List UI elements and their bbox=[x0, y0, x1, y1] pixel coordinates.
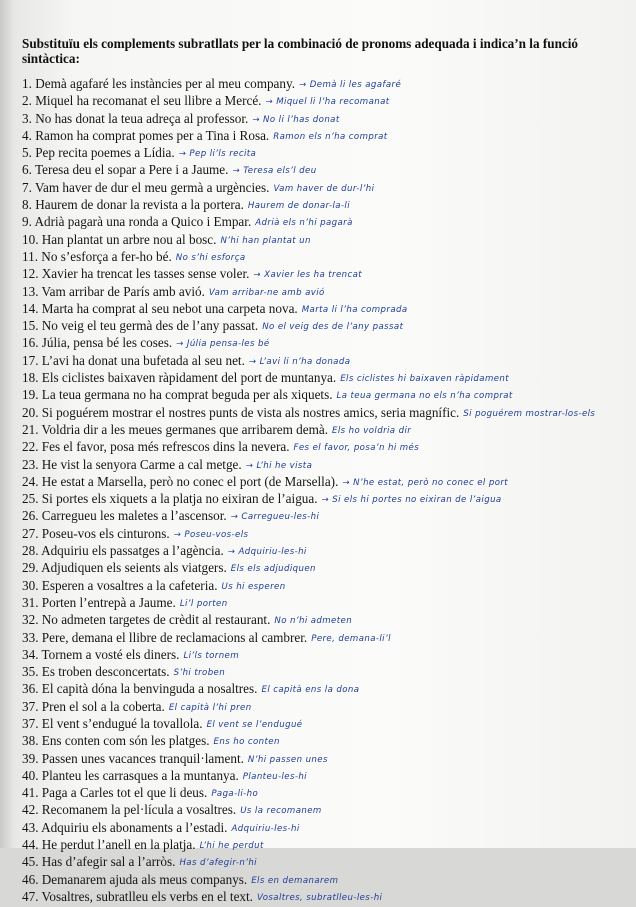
item-sentence: Esperen a vosaltres a la cafeteria. bbox=[41, 577, 218, 593]
item-sentence: Adquiriu els abonaments a l’estadi. bbox=[41, 819, 228, 835]
exercise-item bbox=[22, 369, 634, 386]
exercise-item bbox=[22, 265, 634, 282]
handwritten-answer: → Pep li’ls recita bbox=[178, 149, 257, 160]
handwritten-answer: Adquiriu-les-hi bbox=[231, 823, 300, 834]
exercise-item bbox=[22, 179, 634, 196]
exercise-item bbox=[22, 144, 634, 161]
item-sentence: Pep recita poemes a Lídia. bbox=[35, 145, 175, 161]
item-sentence: Si portes els xiquets a la platja no eixiran de l’aigua. bbox=[41, 491, 318, 507]
item-sentence: Ramon ha comprat pomes per a Tina i Rosa. bbox=[35, 127, 270, 143]
handwritten-answer: S’hi troben bbox=[173, 668, 226, 679]
handwritten-answer: → Teresa els’l deu bbox=[232, 166, 317, 177]
handwritten-answer: Els els adjudiquen bbox=[230, 564, 316, 575]
item-number: 34. bbox=[22, 646, 39, 662]
page-shadow bbox=[0, 0, 14, 848]
exercise-item bbox=[22, 248, 634, 265]
exercise-list bbox=[22, 75, 634, 905]
item-sentence: No veig el teu germà des de l’any passat. bbox=[41, 318, 259, 334]
item-number: 31. bbox=[22, 594, 39, 610]
handwritten-answer: Planteu-les-hi bbox=[242, 771, 307, 782]
handwritten-answer: Vosaltres, subratlleu-les-hi bbox=[256, 892, 383, 903]
handwritten-answer: → L’avi li n’ha donada bbox=[248, 356, 351, 367]
exercise-item bbox=[22, 283, 634, 300]
item-number: 15. bbox=[22, 318, 39, 334]
item-sentence: Tornem a vosté els diners. bbox=[41, 646, 180, 662]
item-sentence: La teua germana no ha comprat beguda per als xiquets. bbox=[41, 387, 333, 403]
exercise-item bbox=[22, 490, 634, 507]
item-number: 45. bbox=[22, 854, 39, 870]
item-number: 13. bbox=[22, 283, 39, 299]
item-sentence: Xavier ha trencat les tasses sense voler. bbox=[41, 266, 250, 282]
item-sentence: Pren el sol a la coberta. bbox=[41, 698, 165, 714]
exercise-item bbox=[22, 542, 634, 559]
item-number: 35. bbox=[22, 664, 39, 680]
exercise-item bbox=[22, 836, 634, 853]
item-sentence: Demanarem ajuda als meus companys. bbox=[41, 871, 248, 887]
handwritten-answer: N’hi han plantat un bbox=[220, 235, 311, 246]
handwritten-answer: La teua germana no els n’ha comprat bbox=[336, 391, 513, 402]
item-number: 7. bbox=[22, 179, 32, 195]
exercise-item bbox=[22, 801, 634, 818]
item-number: 5. bbox=[22, 145, 32, 161]
item-sentence: Vam arribar de París amb avió. bbox=[41, 283, 205, 299]
exercise-item bbox=[22, 421, 634, 438]
exercise-item bbox=[22, 334, 634, 351]
exercise-item bbox=[22, 663, 634, 680]
handwritten-answer: El capità l’hi pren bbox=[168, 702, 252, 713]
handwritten-answer: → L’hi he vista bbox=[245, 460, 313, 471]
item-number: 3. bbox=[22, 110, 32, 126]
exercise-item bbox=[22, 213, 634, 230]
exercise-instructions: Substituïu els complements subratllats per la combinació de pronoms adequada i indica’n la funció sintàctica: bbox=[22, 36, 579, 66]
item-number: 37. bbox=[22, 698, 39, 714]
item-sentence: Demà agafaré les instàncies per al meu company. bbox=[35, 76, 296, 91]
handwritten-answer: → Poseu-vos-els bbox=[173, 529, 249, 540]
handwritten-answer: → Si els hi portes no eixiran de l’aigua bbox=[321, 495, 502, 506]
item-number: 33. bbox=[22, 629, 39, 645]
item-number: 25. bbox=[22, 491, 39, 507]
exercise-item bbox=[22, 611, 634, 628]
item-number: 11. bbox=[22, 248, 38, 264]
item-number: 41. bbox=[22, 785, 39, 801]
exercise-item bbox=[22, 127, 634, 144]
exercise-item bbox=[22, 300, 634, 317]
handwritten-answer: L’hi he perdut bbox=[199, 841, 264, 852]
handwritten-answer: → Júlia pensa-les bé bbox=[176, 339, 270, 350]
exercise-item bbox=[22, 750, 634, 767]
item-number: 12. bbox=[22, 266, 39, 282]
item-sentence: Pere, demana el llibre de reclamacions al cambrer. bbox=[41, 629, 308, 645]
item-number: 44. bbox=[22, 837, 39, 853]
handwritten-answer: Els ciclistes hi baixaven ràpidament bbox=[340, 374, 510, 385]
item-number: 16. bbox=[22, 335, 39, 351]
item-sentence: Adquiriu els passatges a l’agència. bbox=[41, 543, 224, 559]
exercise-item bbox=[22, 871, 634, 888]
item-sentence: He perdut l’anell en la platja. bbox=[41, 837, 196, 853]
item-sentence: Recomanem la pel·lícula a vosaltres. bbox=[41, 802, 237, 818]
item-number: 21. bbox=[22, 421, 39, 437]
exercise-item bbox=[22, 819, 634, 836]
handwritten-answer: Fes el favor, posa’n hi més bbox=[293, 443, 420, 454]
item-sentence: Teresa deu el sopar a Pere i a Jaume. bbox=[34, 162, 229, 178]
exercise-item bbox=[22, 386, 634, 403]
item-sentence: Adjudiquen els seients als viatgers. bbox=[41, 560, 227, 576]
item-number: 27. bbox=[22, 525, 39, 541]
item-sentence: Poseu-vos els cinturons. bbox=[41, 525, 170, 541]
handwritten-answer: Vam arribar-ne amb avió bbox=[208, 287, 325, 298]
item-sentence: Marta ha comprat al seu nebot una carpeta nova. bbox=[41, 300, 298, 316]
handwritten-answer: Pere, demana-li’l bbox=[311, 633, 391, 644]
exercise-item bbox=[22, 110, 634, 127]
exercise-item bbox=[22, 525, 634, 542]
exercise-item bbox=[22, 559, 634, 576]
item-number: 22. bbox=[22, 439, 39, 455]
item-sentence: Han plantat un arbre nou al bosc. bbox=[41, 231, 217, 247]
handwritten-answer: Adrià els n’hi pagarà bbox=[255, 218, 353, 229]
exercise-item bbox=[22, 438, 634, 455]
exercise-item bbox=[22, 594, 634, 611]
exercise-item bbox=[22, 507, 634, 524]
exercise-item bbox=[22, 767, 634, 784]
exercise-item bbox=[22, 161, 634, 178]
exercise-item bbox=[22, 577, 634, 594]
item-sentence: Si poguérem mostrar el nostres punts de vista als nostres amics, seria magnífic. bbox=[41, 404, 460, 420]
item-sentence: Ens conten com són les platges. bbox=[41, 733, 210, 749]
exercise-item bbox=[22, 473, 634, 490]
handwritten-answer: El capità ens la dona bbox=[261, 685, 360, 696]
item-number: 38. bbox=[22, 733, 39, 749]
exercise-item bbox=[22, 853, 634, 870]
item-number: 43. bbox=[22, 819, 39, 835]
item-number: 14. bbox=[22, 300, 39, 316]
item-sentence: No has donat la teua adreça al professor. bbox=[35, 110, 249, 126]
handwritten-answer: No el veig des de l’any passat bbox=[262, 322, 404, 333]
handwritten-answer: Li’ls tornem bbox=[183, 650, 240, 661]
item-number: 17. bbox=[22, 352, 39, 368]
handwritten-answer: No s’hi esforça bbox=[175, 252, 246, 263]
handwritten-answer: → N’he estat, però no conec el port bbox=[342, 477, 509, 488]
item-number: 29. bbox=[22, 560, 39, 576]
item-number: 46. bbox=[22, 871, 39, 887]
item-number: 26. bbox=[22, 508, 39, 524]
item-sentence: Els ciclistes baixaven ràpidament del port de muntanya. bbox=[41, 370, 337, 386]
item-sentence: Miquel ha recomanat el seu llibre a Mercé. bbox=[35, 93, 262, 109]
handwritten-answer: Has d’afegir-n’hi bbox=[179, 858, 257, 869]
item-number: 1. bbox=[22, 76, 32, 91]
handwritten-answer: Marta li l’ha comprada bbox=[301, 304, 408, 315]
handwritten-answer: → Miquel li l’ha recomanat bbox=[265, 97, 390, 108]
handwritten-answer: N’hi passen unes bbox=[247, 754, 328, 765]
item-number: 20. bbox=[22, 404, 39, 420]
item-sentence: Paga a Carles tot el que li deus. bbox=[41, 785, 208, 801]
handwritten-answer: → Adquiriu-les-hi bbox=[227, 547, 307, 558]
item-number: 42. bbox=[22, 802, 39, 818]
exercise-item bbox=[22, 646, 634, 663]
handwritten-answer: Li’l porten bbox=[179, 598, 228, 609]
handwritten-answer: Us la recomanem bbox=[240, 806, 322, 817]
exercise-item bbox=[22, 784, 634, 801]
handwritten-answer: El vent se l’endugué bbox=[206, 719, 303, 730]
item-sentence: Fes el favor, posa més refrescos dins la nevera. bbox=[41, 439, 290, 455]
exercise-item bbox=[22, 732, 634, 749]
item-sentence: Planteu les carrasques a la muntanya. bbox=[41, 767, 239, 783]
item-sentence: Haurem de donar la revista a la portera. bbox=[35, 197, 244, 213]
handwritten-answer: → Carregueu-les-hi bbox=[230, 512, 320, 523]
item-sentence: Carregueu les maletes a l’ascensor. bbox=[41, 508, 227, 524]
item-sentence: El capità dóna la benvinguda a nosaltres. bbox=[41, 681, 258, 697]
item-sentence: Has d’afegir sal a l’arròs. bbox=[41, 854, 176, 870]
item-sentence: Voldria dir a les meues germanes que arribarem demà. bbox=[41, 421, 329, 437]
item-sentence: Vosaltres, subratlleu els verbs en el text. bbox=[41, 888, 253, 904]
exercise-item bbox=[22, 352, 634, 369]
item-number: 10. bbox=[22, 231, 39, 247]
item-sentence: Es troben desconcertats. bbox=[41, 664, 170, 680]
handwritten-answer: Us hi esperen bbox=[221, 581, 286, 592]
exercise-item bbox=[22, 92, 634, 109]
handwritten-answer: Ramon els n’ha comprat bbox=[273, 131, 388, 142]
item-number: 47. bbox=[22, 888, 39, 904]
item-sentence: Porten l’entrepà a Jaume. bbox=[41, 594, 176, 610]
handwritten-answer: Haurem de donar-la-li bbox=[247, 201, 350, 212]
item-sentence: He estat a Marsella, però no conec el port (de Marsella). bbox=[41, 473, 339, 489]
item-number: 23. bbox=[22, 456, 39, 472]
item-number: 18. bbox=[22, 370, 39, 386]
item-number: 40. bbox=[22, 767, 39, 783]
item-number: 6. bbox=[22, 162, 32, 178]
handwritten-answer: → No li l’has donat bbox=[252, 114, 340, 125]
handwritten-answer: Els ho voldria dir bbox=[332, 425, 412, 436]
item-sentence: Adrià pagarà una ronda a Quico i Empar. bbox=[34, 214, 252, 230]
handwritten-answer: Paga-li-ho bbox=[211, 789, 259, 800]
exercise-item bbox=[22, 888, 634, 905]
exercise-item bbox=[22, 456, 634, 473]
item-number: 24. bbox=[22, 473, 39, 489]
exercise-item bbox=[22, 715, 634, 732]
exercise-item bbox=[22, 231, 634, 248]
item-number: 28. bbox=[22, 543, 39, 559]
item-number: 39. bbox=[22, 750, 39, 766]
exercise-item bbox=[22, 698, 634, 715]
item-sentence: He vist la senyora Carme a cal metge. bbox=[41, 456, 242, 472]
item-number: 9. bbox=[22, 214, 32, 230]
item-number: 4. bbox=[22, 127, 32, 143]
item-number: 19. bbox=[22, 387, 39, 403]
exercise-item bbox=[22, 75, 634, 92]
item-number: 2. bbox=[22, 93, 32, 109]
item-sentence: L’avi ha donat una bufetada al seu net. bbox=[41, 352, 245, 368]
item-number: 30. bbox=[22, 577, 39, 593]
handwritten-answer: Els en demanarem bbox=[251, 875, 339, 886]
item-number: 37. bbox=[22, 715, 39, 731]
item-sentence: Júlia, pensa bé les coses. bbox=[41, 335, 173, 351]
exercise-item bbox=[22, 404, 634, 421]
handwritten-answer: Si poguérem mostrar-los-els bbox=[463, 408, 596, 419]
handwritten-answer: Vam haver de dur-l’hi bbox=[273, 183, 375, 194]
item-sentence: El vent s’endugué la tovallola. bbox=[41, 715, 203, 731]
item-sentence: No admeten targetes de crèdit al restaurant. bbox=[41, 612, 271, 628]
exercise-item bbox=[22, 629, 634, 646]
item-number: 8. bbox=[22, 197, 32, 213]
handwritten-answer: No n’hi admeten bbox=[274, 616, 353, 627]
item-sentence: Vam haver de dur el meu germà a urgències. bbox=[34, 179, 270, 195]
handwritten-answer: → Demà li les agafaré bbox=[299, 80, 402, 90]
item-number: 32. bbox=[22, 612, 39, 628]
item-sentence: Passen unes vacances tranquil·lament. bbox=[41, 750, 244, 766]
exercise-item bbox=[22, 317, 634, 334]
exercise-item bbox=[22, 196, 634, 213]
exercise-item bbox=[22, 680, 634, 697]
handwritten-answer: → Xavier les ha trencat bbox=[253, 270, 363, 281]
item-sentence: No s’esforça a fer-ho bé. bbox=[41, 248, 172, 264]
handwritten-answer: Ens ho conten bbox=[213, 737, 280, 748]
item-number: 36. bbox=[22, 681, 39, 697]
